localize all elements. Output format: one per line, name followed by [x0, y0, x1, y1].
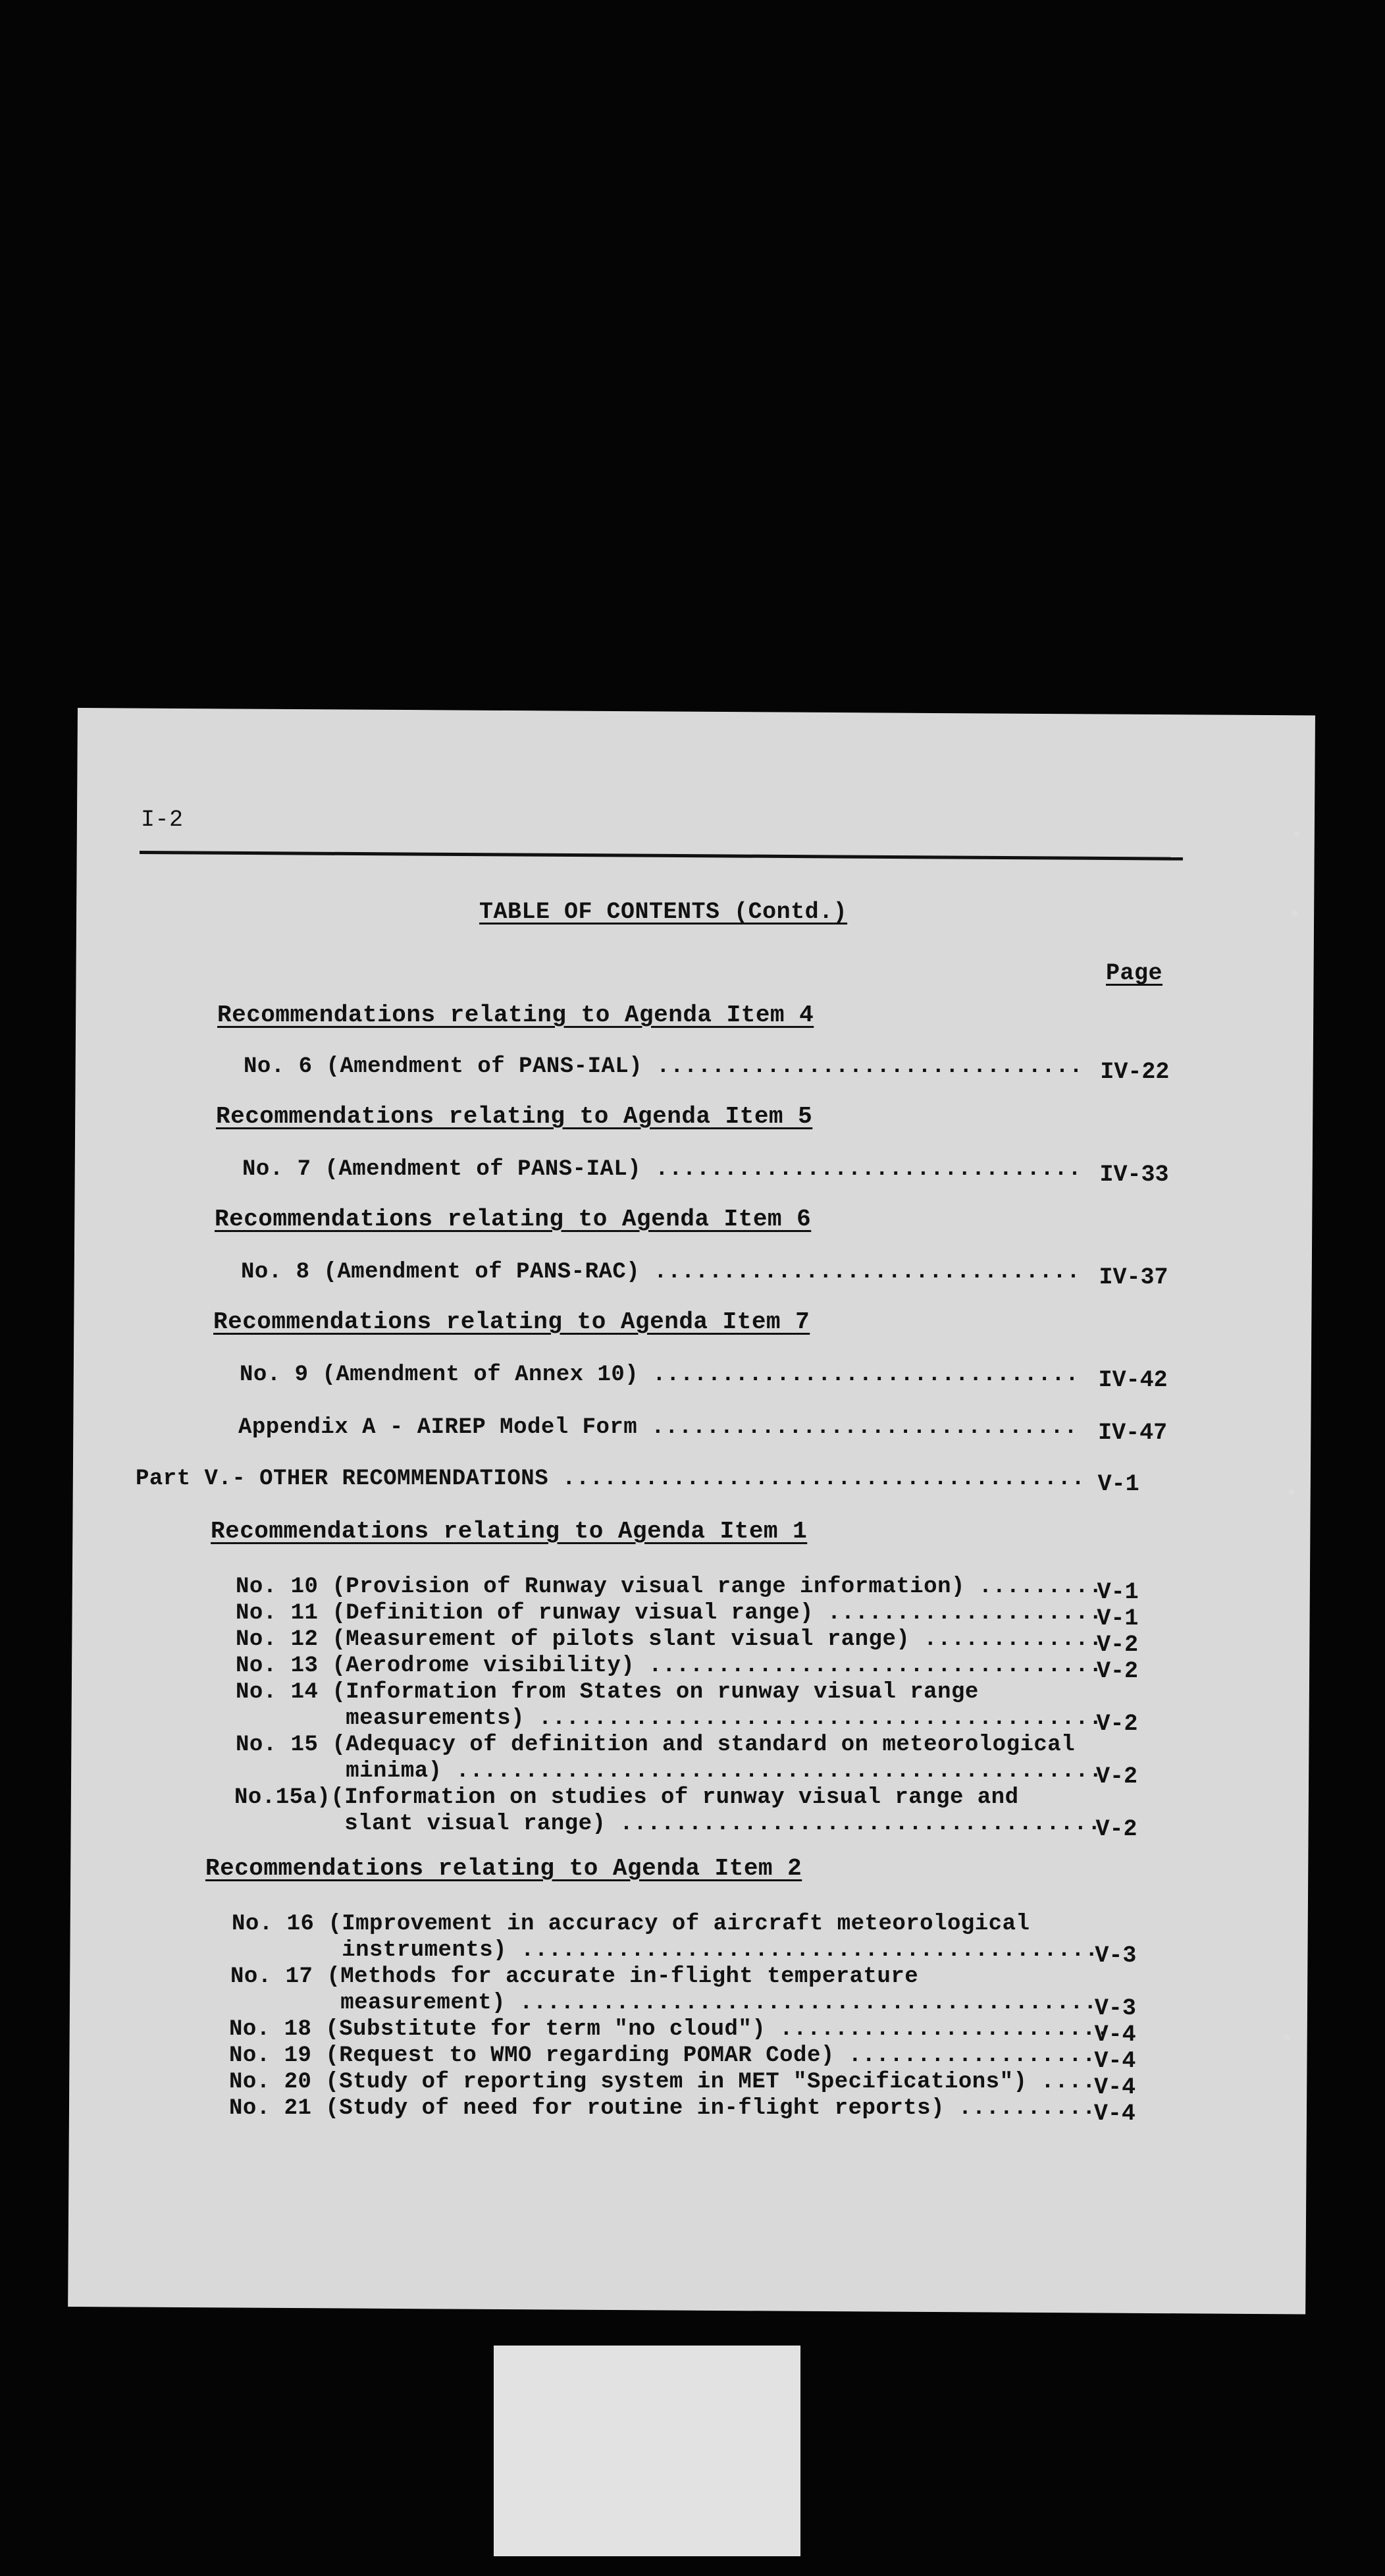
scan-speck: [1294, 831, 1299, 836]
toc-entry-text: Part V.- OTHER RECOMMENDATIONS ......................................: [136, 1466, 1085, 1491]
toc-title: TABLE OF CONTENTS (Contd.): [479, 899, 848, 925]
toc-entry-text: No. 12 (Measurement of pilots slant visual range) .............: [236, 1627, 1103, 1652]
toc-page-ref: IV-37: [1099, 1264, 1168, 1291]
toc-page-ref: V-2: [1096, 1658, 1138, 1684]
toc-entry-text: No. 9 (Amendment of Annex 10) ...............................: [240, 1362, 1080, 1387]
toc-entry-text: No. 7 (Amendment of PANS-IAL) ...............................: [242, 1157, 1082, 1182]
toc-entry-text: No. 20 (Study of reporting system in MET "Specifications") ....: [229, 2070, 1096, 2095]
toc-page-ref: V-2: [1095, 1816, 1137, 1842]
toc-entry-text: measurement) ..........................................: [230, 1991, 1097, 2016]
toc-page-ref: V-2: [1097, 1632, 1139, 1658]
toc-page-ref: V-1: [1097, 1471, 1139, 1497]
toc-page-ref: IV-42: [1098, 1367, 1168, 1393]
toc-page-ref: V-4: [1094, 2074, 1136, 2101]
scan-speck: [1292, 910, 1298, 917]
toc-page-ref: V-3: [1094, 1995, 1136, 2022]
toc-section-heading: Recommendations relating to Agenda Item 6: [215, 1206, 812, 1233]
toc-entry-text: measurements) .........................................: [236, 1706, 1103, 1731]
toc-entry-text: No. 8 (Amendment of PANS-RAC) ...............................: [241, 1260, 1081, 1285]
blank-card: [494, 2346, 800, 2556]
toc-page-ref: V-1: [1097, 1605, 1139, 1632]
toc-entry-text: Appendix A - AIREP Model Form ...............................: [238, 1415, 1078, 1440]
toc-entry-text: No. 14 (Information from States on runway visual range: [236, 1680, 979, 1705]
toc-section-heading: Recommendations relating to Agenda Item 1: [211, 1518, 808, 1545]
toc-entry-text: No. 16 (Improvement in accuracy of aircraft meteorological: [232, 1912, 1030, 1937]
scan-speck: [1284, 2035, 1290, 2040]
toc-entry-text: No. 10 (Provision of Runway visual range information) .........: [236, 1574, 1103, 1599]
toc-page-ref: V-1: [1097, 1579, 1139, 1605]
toc-section-heading: Recommendations relating to Agenda Item 7: [213, 1308, 810, 1335]
toc-section-heading: Recommendations relating to Agenda Item 4: [217, 1002, 814, 1029]
toc-page-ref: V-4: [1094, 2048, 1136, 2074]
toc-page-ref: V-4: [1093, 2101, 1136, 2127]
toc-entry-text: No. 18 (Substitute for term "no cloud") ........................: [229, 2017, 1110, 2042]
toc-entry-text: slant visual range) ...................................: [234, 1811, 1101, 1837]
toc-entry-text: minima) ...............................................: [236, 1759, 1103, 1784]
toc-entry-text: No.15a)(Information on studies of runway visual range and: [234, 1785, 1019, 1810]
toc-entry-text: instruments) ..........................................: [232, 1938, 1099, 1963]
toc-page-ref: V-3: [1095, 1943, 1137, 1969]
toc-section-heading: Recommendations relating to Agenda Item 2: [205, 1855, 802, 1882]
toc-entry-text: No. 11 (Definition of runway visual range) ....................: [236, 1601, 1103, 1626]
toc-page-ref: V-2: [1096, 1711, 1138, 1737]
scan-speck: [1289, 1489, 1294, 1495]
toc-page-ref: IV-33: [1099, 1162, 1169, 1188]
toc-entry-text: No. 17 (Methods for accurate in-flight temperature: [230, 1964, 919, 1989]
toc-page-ref: IV-47: [1098, 1420, 1168, 1446]
toc-entry-text: No. 19 (Request to WMO regarding POMAR Code) ..................: [229, 2043, 1096, 2068]
toc-entry-text: No. 15 (Adequacy of definition and standard on meteorological: [236, 1732, 1076, 1758]
toc-entry-text: No. 21 (Study of need for routine in-flight reports) ..........: [229, 2096, 1096, 2121]
toc-section-heading: Recommendations relating to Agenda Item 5: [216, 1103, 813, 1130]
page-number: I-2: [141, 807, 184, 833]
toc-entry-text: No. 13 (Aerodrome visibility) .................................: [236, 1653, 1103, 1678]
toc-page-ref: IV-22: [1100, 1059, 1170, 1085]
page-column-header: Page: [1106, 960, 1163, 986]
toc-entry-text: No. 6 (Amendment of PANS-IAL) ...............................: [244, 1054, 1084, 1079]
toc-page-ref: V-2: [1095, 1763, 1137, 1790]
toc-page-ref: V-4: [1094, 2022, 1136, 2048]
